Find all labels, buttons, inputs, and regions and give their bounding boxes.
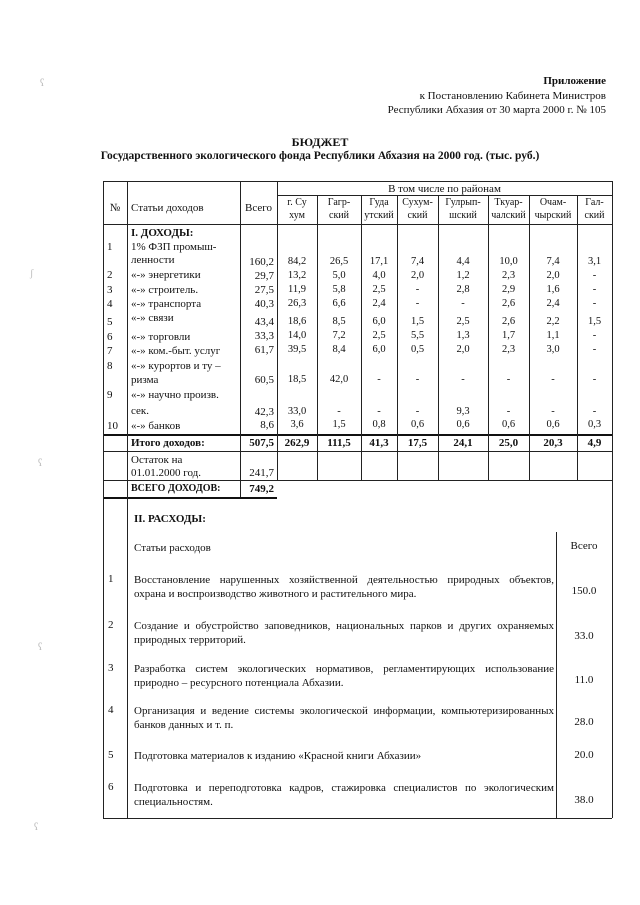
income-district-value: 1,5 [587,316,602,327]
income-item-label: «-» банков [131,420,181,432]
expense-item-text: Подготовка и переподготовка кадров, стажировка специалистов по экологическим специальностям. [134,782,554,808]
district-header: утский [364,210,394,221]
income-section-label: I. ДОХОДЫ: [131,227,194,239]
income-district-value: 7,2 [332,330,346,341]
income-district-value: - [461,298,465,309]
income-district-value: 2,0 [456,344,470,355]
total-district-value: 17,5 [407,437,428,449]
income-item-label: «-» энергетики [131,269,201,281]
district-header: хум [289,210,305,221]
income-district-value: 2,2 [546,316,560,327]
table-rule [103,451,612,452]
expense-row-number: 4 [108,704,114,716]
expense-item-total: 20.0 [574,749,594,761]
expense-item-text: Создание и обустройство заповедников, национальных парков и других охраняемых природных территорий. [134,620,554,646]
total-district-value: 20,3 [543,437,563,449]
district-header: Гал- [585,197,604,208]
table-rule [103,181,104,818]
income-row-total: 61,7 [254,344,274,356]
district-header: шский [449,210,477,221]
income-row-total: 40,3 [254,298,274,310]
expense-item-total: 38.0 [574,794,594,806]
appendix-line-2: Республики Абхазия от 30 марта 2000 г. № 105 [387,104,606,116]
income-district-value: 2,5 [456,316,470,327]
income-district-value: - [415,374,420,385]
district-header: Очам- [539,197,567,208]
income-item-label: «-» ком.-быт. услуг [131,345,221,357]
scan-mark: ʕ [38,458,43,469]
row-number: 6 [107,331,113,343]
document-title: БЮДЖЕТ [291,135,349,149]
income-district-value: 1,5 [410,316,425,327]
income-row-total: 29,7 [254,270,274,282]
table-rule [127,497,128,818]
income-district-value: 1,2 [456,270,470,281]
expense-row-number: 5 [108,749,114,761]
income-district-value: - [337,406,341,417]
income-district-value: 5,0 [332,270,346,281]
district-header: Гуда [369,197,389,208]
income-district-value: 2,5 [372,284,386,295]
row-number: 7 [107,345,113,357]
appendix-title: Приложение [543,75,606,87]
income-district-value: - [551,406,555,417]
income-item-label: «-» транспорта [131,298,202,310]
income-district-value: 0,6 [546,419,560,430]
income-item-label: «-» научно произв. [131,389,219,401]
income-district-value: - [461,374,465,385]
total-district-value: 262,9 [284,437,310,449]
income-row-total: 42,3 [254,406,274,418]
table-rule [103,497,277,499]
table-rule [127,181,128,497]
row-number: 10 [107,420,118,432]
income-district-value: 1,5 [332,419,346,430]
income-district-value: - [377,406,381,417]
income-district-value: 2,8 [456,284,470,295]
district-header: Гагр- [327,197,351,208]
income-item-label: 1% ФЗП промыш- [131,241,217,253]
income-district-value: 7,4 [410,256,425,267]
income-district-value: 6,6 [332,298,346,309]
income-row-total: 8,6 [260,419,274,431]
income-district-value: 0,6 [456,419,470,430]
income-district-value: 13,2 [287,270,307,281]
income-item-label: «-» связи [131,312,174,324]
district-header: ский [329,210,349,221]
appendix-line-1: к Постановлению Кабинета Министров [419,90,606,102]
income-district-value: - [415,406,420,417]
income-item-label: «-» строитель. [131,284,199,296]
income-district-value: 2,0 [546,270,560,281]
district-header: ский [407,210,428,221]
expense-item-text: Разработка систем экологических нормативов, регламентирующих использование природно – ресурсного потенциала Абхазии. [134,663,554,689]
income-district-value: 1,6 [546,284,560,295]
balance-label: Остаток на [131,454,183,466]
table-rule [103,224,612,225]
document-subtitle: Государственного экологического фонда Республики Абхазия на 2000 год. (тыс. руб.) [100,150,540,162]
districts-header: В том числе по районам [388,183,501,195]
income-district-value: 9,3 [456,406,470,417]
expense-item-text: Организация и ведение системы экологической информации, компьютеризированных банков данных и т. п. [134,705,554,731]
income-district-value: 4,0 [372,270,386,281]
column-items-header: Статьи доходов [131,202,204,214]
grand-total-label: ВСЕГО ДОХОДОВ: [131,483,221,494]
income-district-value: 3,0 [546,344,560,355]
income-district-value: - [592,406,597,417]
table-rule [103,181,612,182]
income-district-value: 17,1 [369,256,389,267]
income-district-value: 7,4 [546,256,560,267]
expenses-items-header: Статьи расходов [134,542,211,554]
income-row-total: 60,5 [254,374,274,386]
income-district-value: 2,4 [372,298,386,309]
income-row-total: 43,4 [254,316,274,328]
income-district-value: 18,6 [287,316,307,327]
income-district-value: 0,5 [410,344,425,355]
district-header: чырский [534,210,572,221]
income-district-value: 0,6 [410,419,425,430]
income-item-label: «-» торговли [131,331,191,343]
row-number: 4 [107,298,113,310]
row-number: 9 [107,389,113,401]
income-district-value: 4,4 [456,256,470,267]
income-district-value: 26,5 [329,256,349,267]
income-row-total: 160,2 [249,256,274,268]
income-district-value: - [592,284,597,295]
income-district-value: 0,3 [587,419,602,430]
total-income-value: 507,5 [249,437,274,449]
income-district-value: - [592,298,597,309]
total-district-value: 25,0 [498,437,519,449]
income-district-value: 18,5 [287,374,307,385]
expense-row-number: 6 [108,781,114,793]
income-district-value: 84,2 [287,256,307,267]
income-district-value: 3,1 [587,256,602,267]
total-district-value: 41,3 [369,437,389,449]
income-district-value: 6,0 [372,316,386,327]
income-district-value: 5,8 [332,284,346,295]
total-district-value: 111,5 [327,437,351,449]
income-district-value: 2,3 [501,270,516,281]
income-district-value: 0,6 [501,419,516,430]
column-total-header: Всего [245,202,272,214]
income-district-value: 1,1 [546,330,560,341]
income-district-value: - [551,374,555,385]
income-district-value: 1,7 [501,330,516,341]
income-district-value: - [592,374,597,385]
scan-mark: ʕ [38,642,43,653]
income-row-total: 33,3 [254,330,274,342]
income-item-label: ризма [131,374,159,386]
income-district-value: - [506,406,511,417]
income-item-label: сек. [131,405,149,417]
income-district-value: 26,3 [287,298,307,309]
income-district-value: - [377,374,381,385]
scan-mark: ʕ [40,78,45,89]
row-number: 2 [107,269,113,281]
income-district-value: 14,0 [287,330,307,341]
income-district-value: 3,6 [290,419,304,430]
expense-item-total: 150.0 [571,585,597,597]
income-district-value: 39,5 [287,344,307,355]
table-rule [612,181,613,818]
table-rule [103,480,612,481]
expense-item-text: Восстановление нарушенных хозяйственной деятельностью природных объектов, охрана и воспроизводство животного и растительного мира. [134,574,554,600]
table-rule [277,195,612,196]
expense-row-number: 2 [108,619,114,631]
income-district-value: 2,9 [501,284,516,295]
income-district-value: 2,5 [372,330,386,341]
scan-mark: ʃ [30,268,34,279]
expense-row-number: 3 [108,662,114,674]
income-row-total: 27,5 [254,284,274,296]
total-district-value: 24,1 [453,437,473,449]
income-district-value: 11,9 [288,284,306,295]
income-district-value: 2,3 [501,344,516,355]
row-number: 3 [107,284,113,296]
expense-item-text: Подготовка материалов к изданию «Красной книги Абхазии» [134,750,422,762]
income-district-value: 10,0 [499,256,518,267]
district-header: Гулрып- [445,197,481,208]
income-district-value: 8,5 [332,316,346,327]
income-district-value: 2,4 [546,298,560,309]
income-district-value: - [506,374,511,385]
income-district-value: 1,3 [456,330,470,341]
income-district-value: - [592,344,597,355]
row-number: 1 [107,241,113,253]
balance-value: 241,7 [249,467,274,479]
income-district-value: 5,5 [410,330,425,341]
row-number: 8 [107,360,113,372]
income-district-value: - [415,284,420,295]
income-district-value: 2,6 [501,316,516,327]
income-item-label: «-» курортов и ту – [131,360,221,372]
district-header: чалский [491,210,526,221]
grand-total-value: 749,2 [249,483,274,495]
income-district-value: - [592,270,597,281]
total-income-label: Итого доходов: [131,437,205,449]
balance-label: 01.01.2000 год. [131,467,202,479]
total-district-value: 4,9 [587,437,602,449]
expense-row-number: 1 [108,573,114,585]
expense-item-total: 33.0 [574,630,594,642]
expense-item-total: 11.0 [574,674,594,686]
column-no-header: № [109,202,121,214]
table-rule [556,532,557,818]
income-district-value: 8,4 [332,344,346,355]
income-item-label: ленности [131,254,175,266]
expenses-section-label: II. РАСХОДЫ: [134,513,206,525]
district-header: Ткуар- [494,197,523,208]
income-district-value: 33,0 [287,406,307,417]
district-header: Сухум- [402,197,433,208]
table-rule [103,434,612,436]
income-district-value: 2,6 [501,298,516,309]
district-header: ский [584,210,605,221]
table-rule [103,818,612,819]
scan-mark: ʕ [34,822,39,833]
income-district-value: 42,0 [329,374,349,385]
income-district-value: - [592,330,597,341]
income-district-value: 0,8 [372,419,386,430]
row-number: 5 [107,316,113,328]
income-district-value: 6,0 [372,344,386,355]
income-district-value: - [415,298,420,309]
expenses-total-header: Всего [570,540,598,552]
income-district-value: 2,0 [410,270,425,281]
district-header: г. Су [287,197,307,208]
expense-item-total: 28.0 [574,716,594,728]
